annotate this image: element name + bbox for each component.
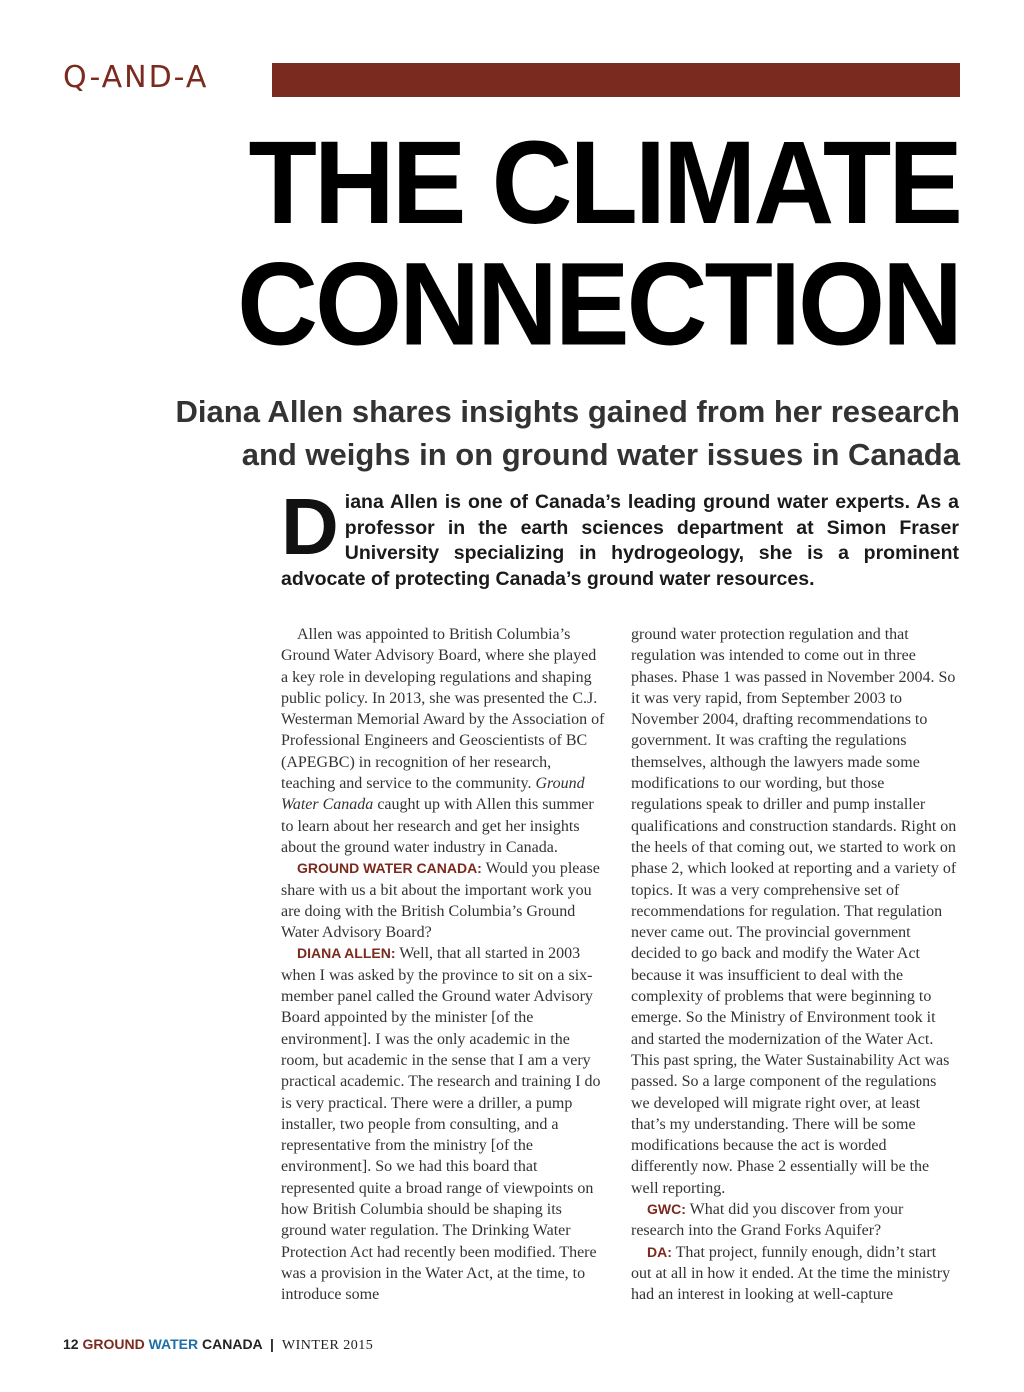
- body-text: caught up with Allen this summer to learn about her research and get her insights about the ground water industry in Canada.: [281, 796, 594, 856]
- question-text: Would you please share with us a bit about the important work you are doing with the British Columbia’s Ground Water Advisory Board?: [281, 860, 600, 942]
- body-text: ground water protection regulation and that regulation was intended to come out in three phases. Phase 1 was passed in November 2004. So it was very rapid, from September 2003 to November 2004, drafting recommendations to government. It was crafting the regulations themselves, although the lawyers made some modifications to our wording, but those regulations speak to driller and pump installer qualifications and construction standards. Right on the heels of that coming out, we started to work on phase 2, which looked at reporting and a variety of topics. It was a very comprehensive set of recommendations for regulation. That regulation never came out. The provincial government decided to go back and modify the Water Act because it was insufficient to deal with the complexity of problems that were beginning to emerge. So the Ministry of Environment took it and started the modernization of the Water Act. This past spring, the Water Sustainability Act was passed. So a large component of the regulations we developed will migrate right over, at least that’s my understanding. There will be some modifications because the act is worded differently now. Phase 2 essentially will be the well reporting.: [631, 626, 957, 1197]
- speaker-label: DA:: [647, 1243, 672, 1260]
- headline: [200, 116, 960, 370]
- answer-paragraph: [631, 1242, 957, 1306]
- drop-cap: D: [281, 482, 339, 571]
- speaker-label: GROUND WATER CANADA:: [297, 860, 482, 877]
- page-footer: [63, 1336, 373, 1354]
- brand-canada: CANADA: [202, 1336, 263, 1352]
- article-column-1: [281, 624, 607, 1306]
- deck-subtitle: [60, 390, 960, 476]
- speaker-label: GWC:: [647, 1201, 686, 1218]
- deck-line-2: and weighs in on ground water issues in Canada: [241, 437, 960, 472]
- body-text: Allen was appointed to British Columbia’s Ground Water Advisory Board, where she played a key role in developing regulations and shaping public policy. In 2013, she was presented the C.J. Westerman Memorial Award by the Association of Professional Engineers and Geoscientists of BC (APEGBC) in recognition of her research, teaching and service to the community.: [281, 626, 605, 793]
- brand-water: WATER: [148, 1336, 199, 1352]
- article-column-2: [631, 624, 957, 1306]
- deck-line-1: Diana Allen shares insights gained from her research: [175, 394, 960, 429]
- headline-line-2: CONNECTION: [237, 238, 960, 370]
- brand-ground: GROUND: [82, 1336, 145, 1352]
- issue-label: WINTER 2015: [281, 1338, 374, 1353]
- answer-text: That project, funnily enough, didn’t start out at all in how it ended. At the time the ministry had an interest in looking at well-capture: [631, 1243, 951, 1304]
- question-paragraph: [281, 858, 607, 943]
- footer-separator: |: [270, 1336, 274, 1352]
- publication-name: Ground Water Canada: [281, 775, 585, 814]
- speaker-label: DIANA ALLEN:: [297, 945, 396, 962]
- intro-paragraph: [281, 482, 959, 592]
- page-number: 12: [63, 1336, 79, 1352]
- body-paragraph: [281, 624, 607, 858]
- intro-text: iana Allen is one of Canada’s leading ground water experts. As a professor in the earth sciences department at Simon Fraser University specializing in hydrogeology, she is a prominent advocate of protecting Canada’s ground water resources.: [281, 491, 959, 590]
- section-bar: [272, 63, 960, 97]
- headline-line-1: THE CLIMATE: [248, 116, 960, 248]
- answer-paragraph: [281, 943, 607, 1305]
- answer-text: Well, that all started in 2003 when I was asked by the province to sit on a six-member panel called the Ground water Advisory Board appointed by the minister [of the environment]. I was the only academic in the room, but academic in the sense that I am a very practical academic. The research and training I do is very practical. There were a driller, a pump installer, two people from consulting, and a representative from the ministry [of the environment]. So we had this board that represented quite a broad range of viewpoints on how British Columbia should be shaping its ground water regulation. The Drinking Water Protection Act had recently been modified. There was a provision in the Water Act, at the time, to introduce some: [281, 945, 601, 1304]
- section-label: Q-AND-A: [63, 60, 209, 95]
- question-text: What did you discover from your research into the Grand Forks Aquifer?: [631, 1201, 904, 1240]
- body-paragraph: [631, 624, 957, 1199]
- question-paragraph: [631, 1199, 957, 1242]
